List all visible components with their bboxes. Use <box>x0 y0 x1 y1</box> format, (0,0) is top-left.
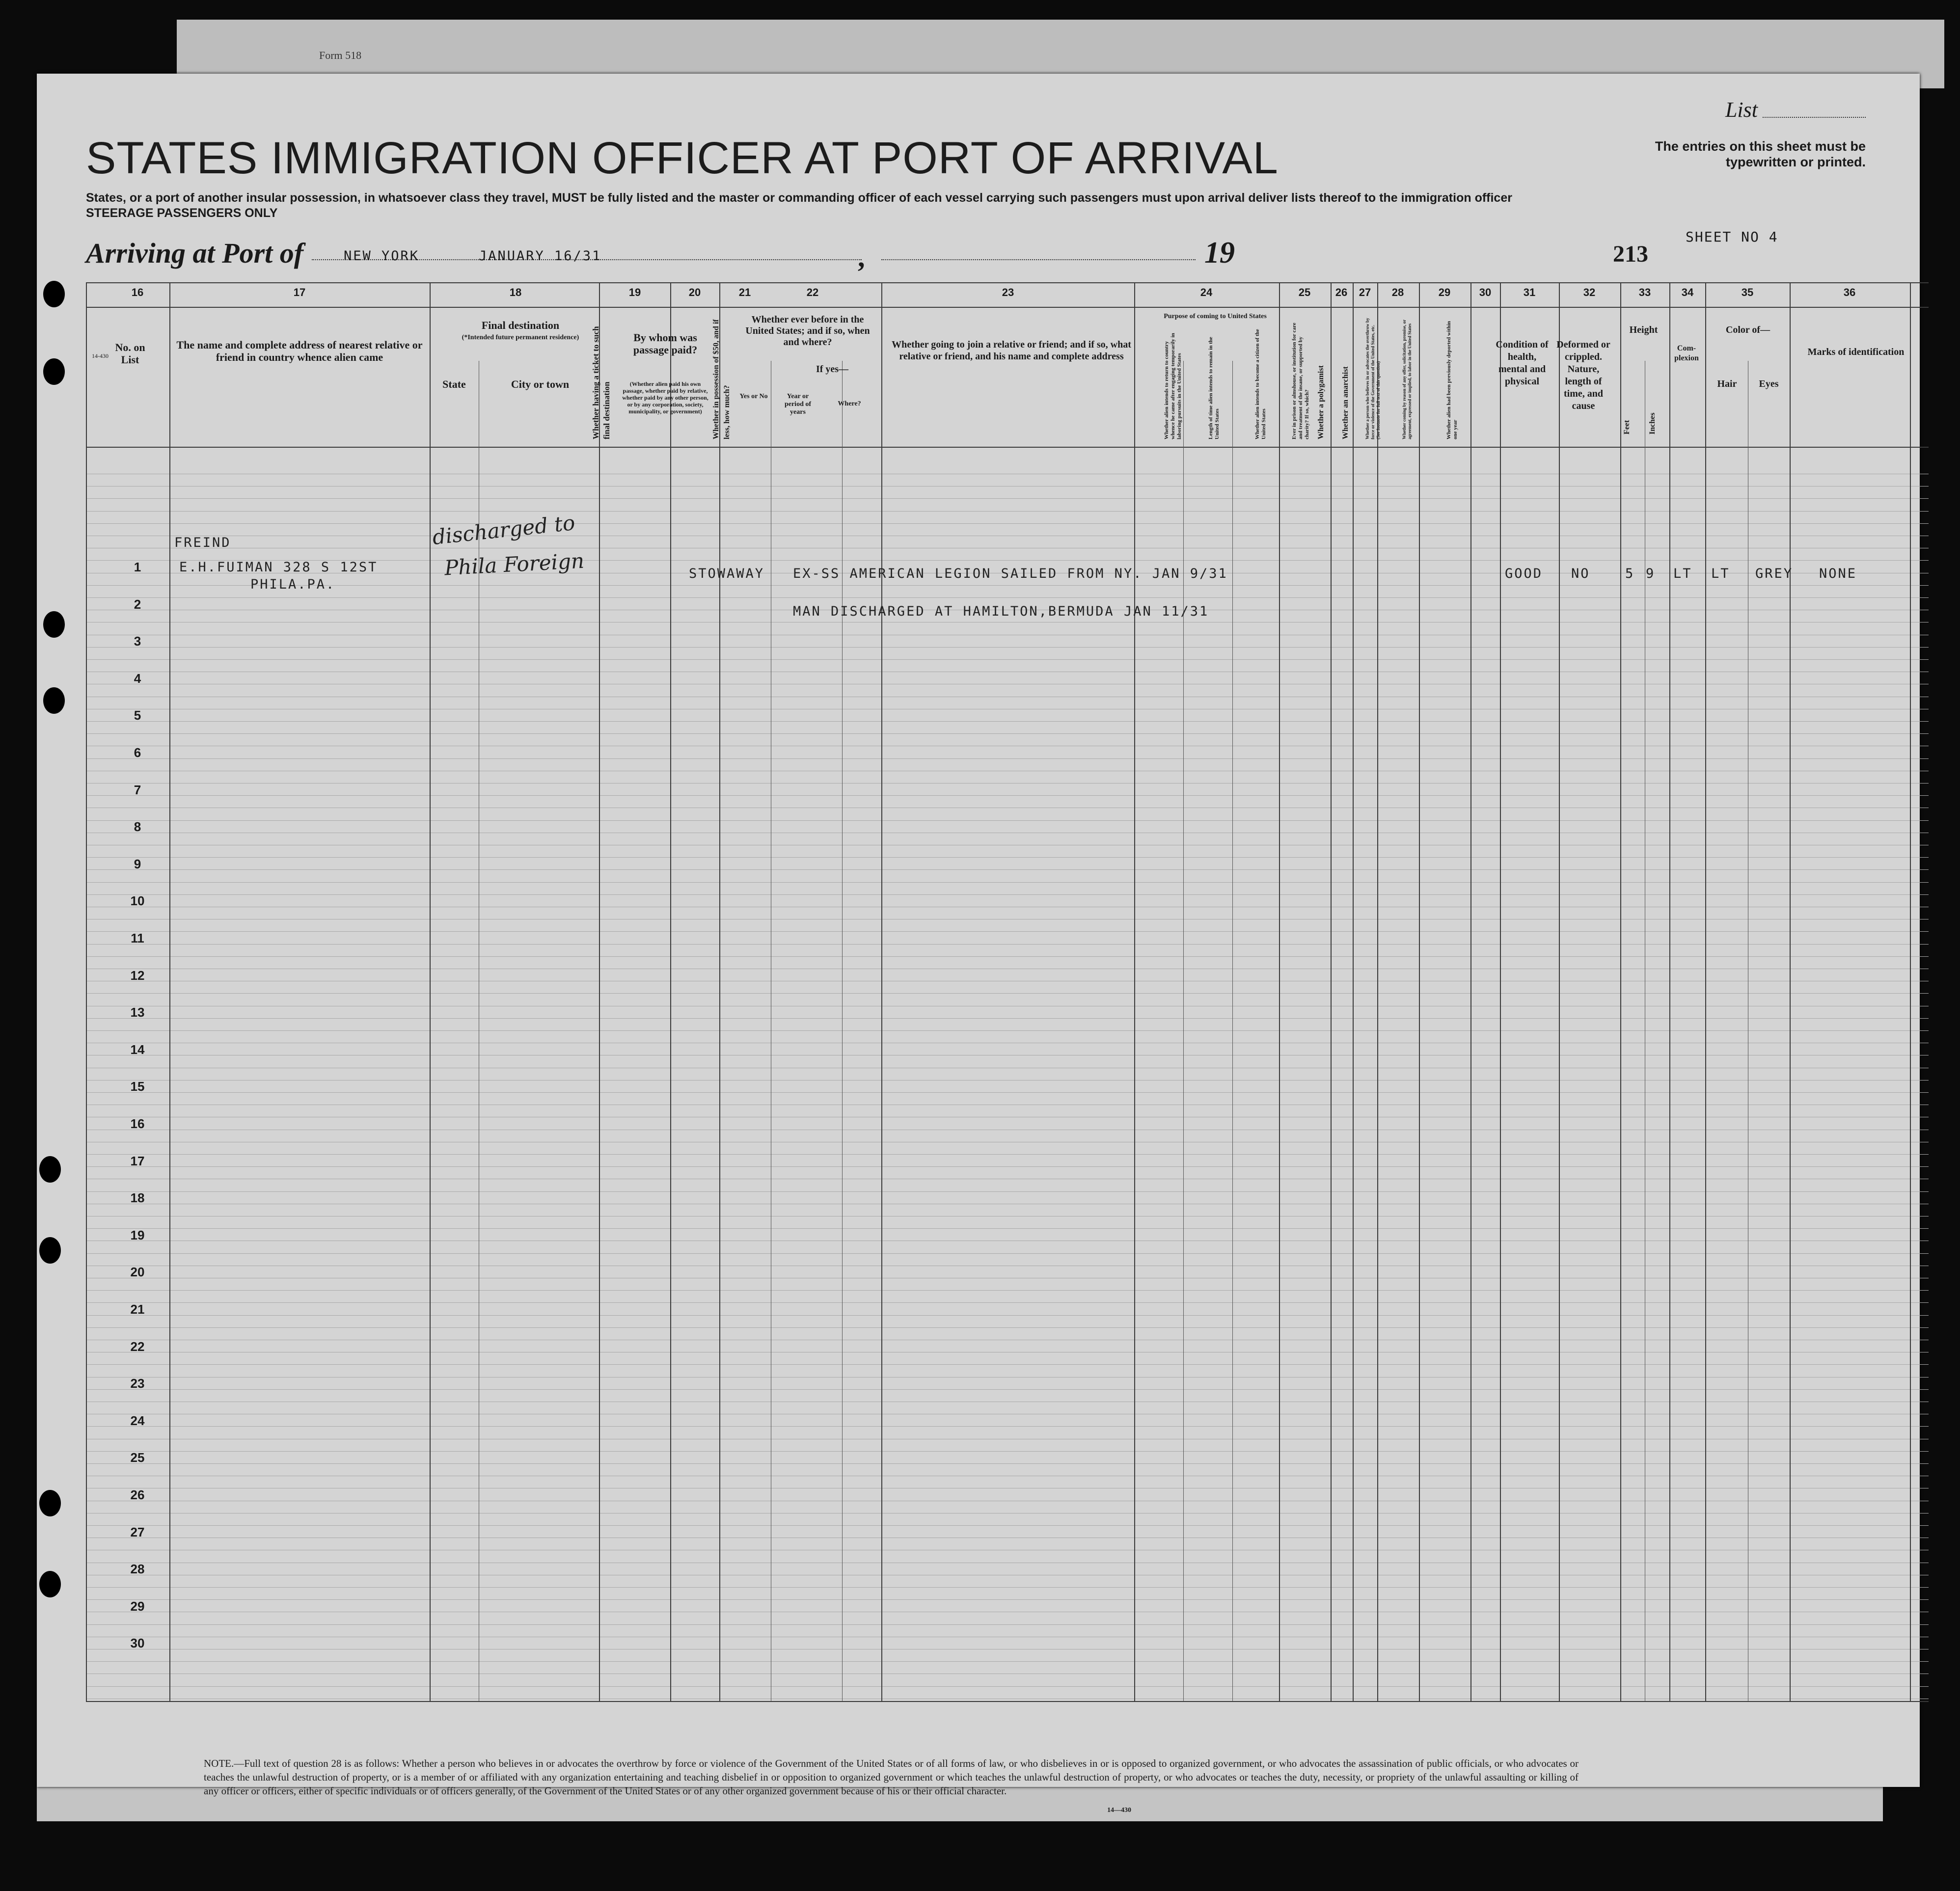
row-number: 28 <box>130 1562 145 1577</box>
row-number: 25 <box>130 1450 145 1465</box>
ruled-line <box>86 523 1929 524</box>
marks-value: NONE <box>1819 566 1857 581</box>
row-number: 22 <box>130 1339 145 1354</box>
column-divider <box>599 282 600 1701</box>
column-divider <box>1470 282 1471 1701</box>
column-divider <box>719 282 720 1701</box>
entries-note: The entries on this sheet must be typewritten or printed. <box>1655 139 1866 169</box>
col35-eyes: Eyes <box>1759 378 1779 389</box>
ruled-line <box>86 944 1929 945</box>
comma: , <box>858 241 865 273</box>
column-divider <box>1705 282 1706 1701</box>
port-value: NEW YORK <box>344 248 420 264</box>
col33-inches: Inches <box>1648 412 1657 434</box>
row-number: 7 <box>134 782 141 797</box>
footnote-code: 14—430 <box>1107 1807 1131 1814</box>
column-number: 24 <box>1200 286 1213 298</box>
row-number: 18 <box>130 1190 145 1206</box>
row-number: 5 <box>134 708 141 723</box>
col32-header: Deformed or crippled. Nature, length of time, and cause <box>1556 339 1610 411</box>
row-number: 13 <box>130 1005 145 1020</box>
column-number: 26 <box>1335 286 1348 298</box>
row-number: 9 <box>134 856 141 871</box>
column-divider <box>670 282 671 1701</box>
passage-value: STOWAWAY <box>689 566 765 581</box>
col31-header: Condition of health, mental and physical <box>1496 339 1549 387</box>
form-number: Form 518 <box>319 49 362 61</box>
ruled-line <box>86 1228 1929 1229</box>
binder-hole <box>39 1490 61 1516</box>
row-number: 15 <box>130 1079 145 1094</box>
footnote: NOTE.—Full text of question 28 is as follows: Whether a person who believes in or advocates the overthrow by force or violence of the Government of the United States or of all forms of law, or who disbelieves in or is opposed to organized government, or who advocates the assassination of public officials, or who advocates or teaches the unlawful destruction of property, or is a member of or affiliated with any organization entertaining and teaching disbelief in or opposition to organized government or which teaches the unlawful destruction of property, or who advocates or teaches the duty, necessity, or propriety of the unlawful assaulting or killing of any officer or officers, either of specific individuals or of officers generally, of the Government of the United States or of any other organized government because of his or their official character. <box>204 1757 1579 1797</box>
column-divider <box>1353 282 1354 1701</box>
ruled-line <box>86 1327 1929 1328</box>
column-number: 27 <box>1359 286 1371 298</box>
col18-subheader: (*Intended future permanent residence) <box>462 334 579 341</box>
ruled-line <box>86 1092 1929 1093</box>
remark-line-1: EX-SS AMERICAN LEGION SAILED FROM NY. JAN 9/31 <box>793 566 1228 581</box>
binder-hole <box>43 611 65 638</box>
relative-line-1: FREIND <box>174 535 231 550</box>
relative-line-2: E.H.FUIMAN 328 S 12ST <box>179 560 378 575</box>
col22-ifyes: If yes— <box>816 364 849 375</box>
col22-year: Year or period of years <box>784 393 812 416</box>
column-number: 23 <box>1002 286 1014 298</box>
binder-hole <box>43 358 65 385</box>
feet-value: 5 <box>1625 566 1635 581</box>
date-line <box>881 259 1196 260</box>
binder-hole <box>43 687 65 714</box>
ruled-line <box>86 894 1929 895</box>
inches-value: 9 <box>1646 566 1656 581</box>
column-number: 28 <box>1391 286 1404 298</box>
handwritten-note-1: discharged to <box>431 510 576 550</box>
row-number: 2 <box>134 596 141 612</box>
row-number: 26 <box>130 1487 145 1502</box>
column-divider <box>1279 282 1280 1701</box>
col36-header: Marks of identification <box>1807 347 1905 357</box>
ruled-line <box>86 956 1929 957</box>
row-number: 27 <box>130 1524 145 1540</box>
date-value: JANUARY 16/31 <box>479 248 602 264</box>
row-number: 8 <box>134 819 141 835</box>
ruled-line <box>86 1525 1929 1526</box>
manifest-table <box>86 282 1929 1726</box>
column-number: 33 <box>1638 286 1651 298</box>
column-divider <box>881 282 882 1701</box>
binder-hole <box>39 1571 61 1597</box>
small-form-code: 14-430 <box>92 352 109 359</box>
column-number: 16 <box>131 286 144 298</box>
column-divider <box>430 282 431 1701</box>
column-number: 30 <box>1479 286 1492 298</box>
row-number: 3 <box>134 634 141 649</box>
year-prefix: 19 <box>1204 236 1235 270</box>
ruled-line <box>86 733 1929 734</box>
ruled-line <box>86 1661 1929 1662</box>
column-divider <box>169 282 170 1701</box>
column-number: 32 <box>1583 286 1596 298</box>
col34-header: Com-plexion <box>1674 344 1699 362</box>
row-number: 20 <box>130 1265 145 1280</box>
row-number: 23 <box>130 1376 145 1391</box>
complexion-value: LT <box>1673 566 1692 581</box>
row-number: 4 <box>134 671 141 686</box>
row-number: 29 <box>130 1598 145 1614</box>
column-divider <box>1620 282 1621 1701</box>
column-number: 35 <box>1741 286 1754 298</box>
ruled-line <box>86 1030 1929 1031</box>
ruled-line <box>86 1290 1929 1291</box>
col23-header: Whether going to join a relative or friend; and if so, what relative or friend, and his name and complete address <box>892 339 1131 362</box>
col26-header: Whether a polygamist <box>1317 365 1325 439</box>
col29-header: Whether coming by reason of any offer, solicitation, promise, or agreement, expressed or implied, to labor in the United States <box>1402 320 1412 439</box>
column-number: 29 <box>1438 286 1451 298</box>
col35-hair: Hair <box>1717 378 1737 389</box>
column-number: 25 <box>1298 286 1311 298</box>
list-label: List <box>1725 98 1758 122</box>
ruled-line <box>86 1599 1929 1600</box>
col33-header: Height <box>1629 324 1658 335</box>
row-number: 17 <box>130 1153 145 1168</box>
row-number: 6 <box>134 745 141 760</box>
ruled-line <box>86 721 1929 722</box>
page-title: STATES IMMIGRATION OFFICER AT PORT OF ARRIVAL <box>86 133 1279 183</box>
ruled-line <box>86 1018 1929 1019</box>
col22-yesno: Yes or No <box>739 393 768 400</box>
ruled-line <box>86 597 1929 598</box>
ruled-line <box>86 882 1929 883</box>
ruled-line <box>86 1166 1929 1167</box>
col18-state: State <box>442 378 466 390</box>
binder-hole <box>39 1156 61 1183</box>
col22-header: Whether ever before in the United States; and if so, when and where? <box>745 314 870 348</box>
row-number: 12 <box>130 968 145 983</box>
manifest-page <box>37 74 1920 1814</box>
ruled-line <box>86 1191 1929 1192</box>
ruled-line <box>86 1154 1929 1155</box>
relative-line-3: PHILA.PA. <box>250 577 336 592</box>
eyes-value: GREY <box>1755 566 1794 581</box>
arriving-label: Arriving at Port of <box>86 237 304 269</box>
col30-header: Whether alien had been previously deported within one year <box>1446 321 1458 439</box>
column-number: 31 <box>1523 286 1536 298</box>
col22-where: Where? <box>838 400 861 407</box>
ruled-line <box>86 585 1929 586</box>
column-divider <box>1500 282 1501 1701</box>
ruled-line <box>86 511 1929 512</box>
ruled-line <box>86 993 1929 994</box>
col24-header: Purpose of coming to United States <box>1164 313 1267 320</box>
row-number: 30 <box>130 1636 145 1651</box>
table-border-bottom <box>86 1701 1929 1702</box>
col16-header: No. on List <box>115 341 145 366</box>
ruled-line <box>86 795 1929 796</box>
col27-header: Whether an anarchist <box>1341 366 1350 439</box>
col24a-header: Whether alien intends to return to country whence he came after engaging temporarily in laboring pursuits in the United States <box>1164 333 1182 439</box>
row-number: 16 <box>130 1116 145 1131</box>
column-number: 22 <box>806 286 819 298</box>
ruled-line <box>86 647 1929 648</box>
col35-header: Color of— <box>1725 324 1770 335</box>
sheet-number: SHEET NO 4 <box>1686 229 1778 245</box>
column-number: 34 <box>1681 286 1694 298</box>
col20-header: By whom was passage paid? <box>633 331 698 356</box>
intro-text <box>86 190 1706 221</box>
ruled-line <box>86 1389 1929 1390</box>
ruled-line <box>86 931 1929 932</box>
deformed-value: NO <box>1571 566 1590 581</box>
col17-header: The name and complete address of nearest relative or friend in country whence alien came <box>176 339 423 363</box>
hair-value: LT <box>1711 566 1730 581</box>
ruled-line <box>86 1080 1929 1081</box>
row-number: 19 <box>130 1227 145 1243</box>
ruled-line <box>86 1377 1929 1378</box>
column-divider <box>1910 282 1911 1701</box>
ruled-line <box>86 857 1929 858</box>
ruled-line <box>86 1315 1929 1316</box>
binder-hole <box>43 281 65 307</box>
ruled-line <box>86 1587 1929 1588</box>
binder-hole <box>39 1237 61 1264</box>
column-number: 20 <box>688 286 701 298</box>
row-number: 24 <box>130 1413 145 1428</box>
column-divider <box>1134 282 1135 1701</box>
column-number: 17 <box>293 286 306 298</box>
col18-city: City or town <box>511 378 570 390</box>
column-divider <box>1183 361 1184 1701</box>
ruled-line <box>86 1253 1929 1254</box>
column-divider <box>1331 282 1332 1701</box>
column-divider <box>1669 282 1670 1701</box>
column-number: 18 <box>509 286 522 298</box>
column-number: 21 <box>738 286 751 298</box>
ruled-line <box>86 1302 1929 1303</box>
row-number: 1 <box>134 560 141 574</box>
remark-line-2: MAN DISCHARGED AT HAMILTON,BERMUDA JAN 11/31 <box>793 604 1209 619</box>
ruled-line <box>86 869 1929 870</box>
column-divider <box>842 361 843 1701</box>
column-divider <box>1790 282 1791 1701</box>
column-number: 19 <box>628 286 641 298</box>
col33-feet: Feet <box>1623 420 1631 434</box>
row-number: 11 <box>131 931 144 946</box>
ruled-line <box>86 1624 1929 1625</box>
ruled-line <box>86 498 1929 499</box>
ruled-line <box>86 1451 1929 1452</box>
ruled-line <box>86 1463 1929 1464</box>
column-number: 36 <box>1843 286 1856 298</box>
ruled-line <box>86 758 1929 759</box>
ruled-line <box>86 659 1929 660</box>
list-number-line <box>1763 117 1866 118</box>
col28-header: Whether a person who believes in or advocates the overthrow by force or violence of the Government of the United States, etc. (See footnote for full text of this question) <box>1365 318 1381 439</box>
table-border-top <box>86 282 1929 283</box>
row-number: 21 <box>130 1302 145 1317</box>
header-bottom-divider <box>86 447 1929 448</box>
column-divider <box>1419 282 1420 1701</box>
column-divider <box>86 282 87 1701</box>
col25-header: Ever in prison or almshouse, or institution for care and treatment of the insane, or supported by charity? If so, which? <box>1291 323 1310 439</box>
row-number: 10 <box>130 893 145 909</box>
col24c-header: Whether alien intends to become a citizen of the United States <box>1254 329 1267 439</box>
col20-subheader: (Whether alien paid his own passage, whether paid by relative, whether paid by any other person, or by any corporation, society, municipality, or government) <box>622 380 708 415</box>
intro-line-2: STEERAGE PASSENGERS ONLY <box>86 206 278 220</box>
col19-header: Whether having a ticket to such final destination <box>591 326 611 439</box>
col24b-header: Length of time alien intends to remain in the United States <box>1208 337 1220 439</box>
col18-header: Final destination <box>481 319 560 331</box>
handwritten-note-2: Phila Foreign <box>443 548 585 580</box>
column-number-row-divider <box>86 307 1929 308</box>
column-divider <box>1232 361 1233 1701</box>
row-number: 14 <box>130 1042 145 1057</box>
column-divider <box>1377 282 1378 1701</box>
ruled-line <box>86 1364 1929 1365</box>
handwritten-number: 213 <box>1613 241 1648 267</box>
ruled-line <box>86 1686 1929 1687</box>
column-divider <box>1559 282 1560 1701</box>
ruled-line <box>86 820 1929 821</box>
ruled-line <box>86 1426 1929 1427</box>
col21-header: Whether in possession of $50, and if less, how much? <box>712 319 731 439</box>
intro-line-1: States, or a port of another insular possession, in whatsoever class they travel, MUST be fully listed and the master or commanding officer of each vessel carrying such passengers must upon arrival deliver lists thereof to the immigration officer <box>86 191 1512 205</box>
health-value: GOOD <box>1505 566 1543 581</box>
